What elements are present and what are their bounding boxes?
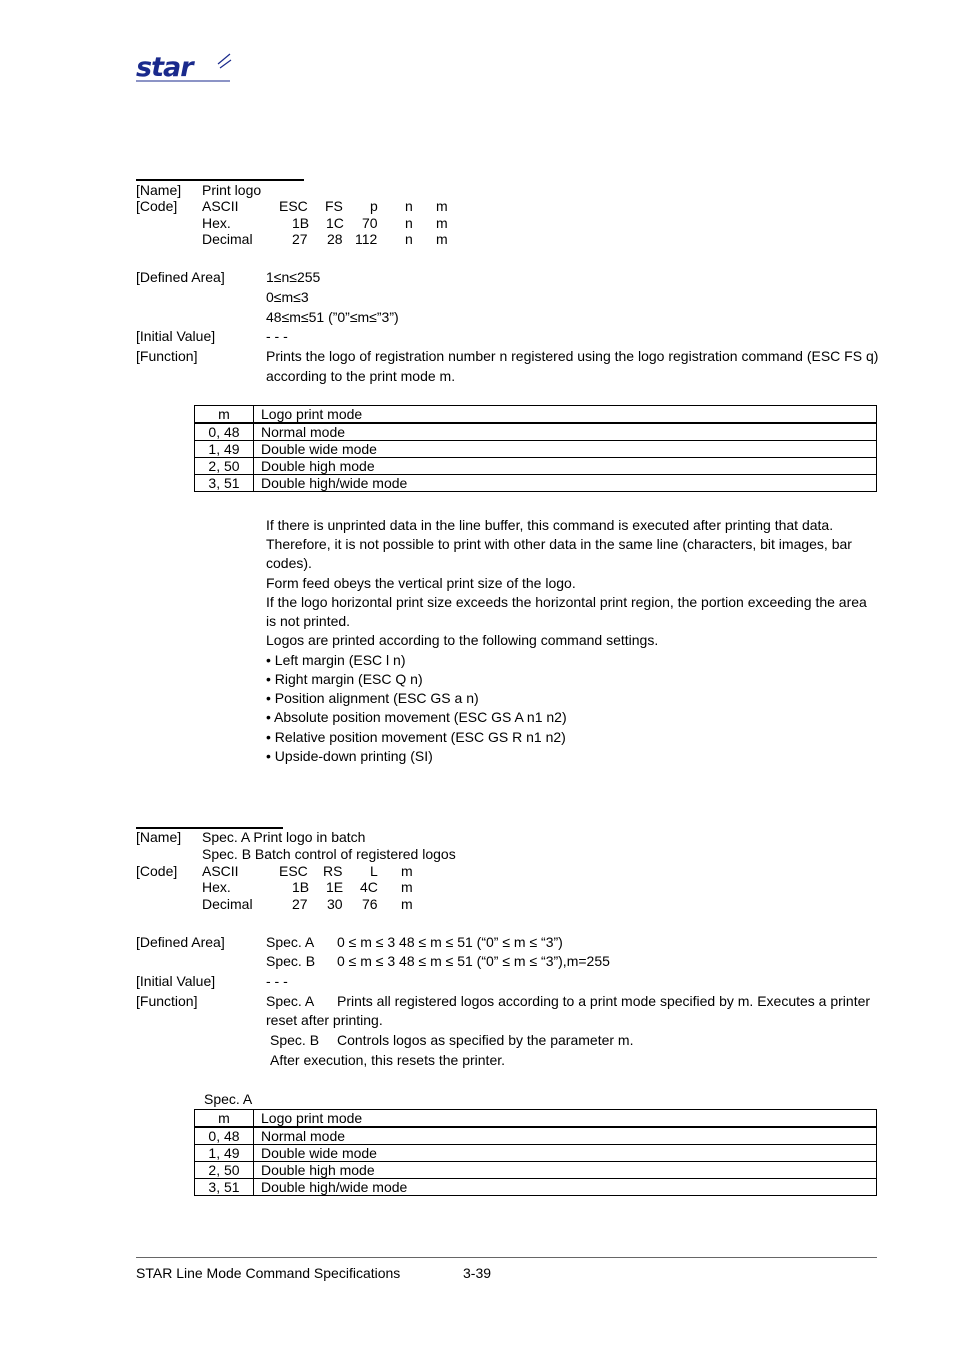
code-row-label: Hex. [202,215,231,231]
table-cell: 1, 49 [195,441,254,458]
code-label: [Code] [136,198,178,214]
note-line: Therefore, it is not possible to print with other data in the same line (characters, bit images, bar [266,536,852,552]
code-cell: 1B [292,215,310,231]
defined-area-value: 48≤m≤51 (”0”≤m≤”3”) [266,309,399,325]
code-row-label: ASCII [202,863,239,879]
code-cell: 112 [355,231,378,247]
code-cell: 76 [362,896,378,912]
code-cell: m [401,879,413,895]
table-cell: 0, 48 [195,1127,254,1145]
defined-area-label: [Defined Area] [136,934,225,950]
initial-value: - - - [266,328,288,344]
note-line: • Left margin (ESC l n) [266,652,406,668]
defined-area-value: 0≤m≤3 [266,289,309,305]
defined-area-value: 0 ≤ m ≤ 3 48 ≤ m ≤ 51 (“0” ≤ m ≤ “3”) [337,934,563,950]
code-cell: 30 [327,896,343,912]
spec-label: Spec. A [266,993,315,1009]
table-row [195,475,877,492]
table-cell: 0, 48 [195,423,254,441]
note-line: Logos are printed according to the following command settings. [266,632,659,648]
name-label: [Name] [136,182,182,198]
code-cell: FS [325,198,343,214]
table-caption: Spec. A [204,1091,253,1107]
logo-text: star [136,52,193,82]
table-cell: Double high mode [254,1162,877,1179]
note-line: • Relative position movement (ESC GS R n1 n2) [266,729,566,745]
note-line: • Position alignment (ESC GS a n) [266,690,479,706]
name-label: [Name] [136,829,182,845]
initial-value: - - - [266,973,288,989]
code-cell: 27 [292,231,308,247]
spec-label: Spec. B [266,953,316,969]
table-row [195,1127,877,1145]
code-cell: m [436,198,448,214]
code-cell: RS [323,863,343,879]
table-cell: 2, 50 [195,1162,254,1179]
code-cell: m [401,896,413,912]
page-number: 3-39 [463,1265,492,1281]
function-label: [Function] [136,348,198,364]
note-line: • Upside-down printing (SI) [266,748,433,764]
defined-area-value: 0 ≤ m ≤ 3 48 ≤ m ≤ 51 (“0” ≤ m ≤ “3”),m=255 [337,953,610,969]
code-cell: m [436,231,448,247]
function-text: Controls logos as specified by the parameter m. [337,1032,634,1048]
code-row-label: Decimal [202,896,253,912]
defined-area-label: [Defined Area] [136,269,225,285]
table-row [195,1179,877,1196]
initial-value-label: [Initial Value] [136,973,216,989]
table-header-row [195,406,877,424]
table-cell: Double high/wide mode [254,1179,877,1196]
function-label: [Function] [136,993,198,1009]
table-cell: Normal mode [254,1127,877,1145]
table-cell: Double high mode [254,458,877,475]
table-row [195,441,877,458]
section-rule [136,179,304,181]
table-cell: 3, 51 [195,1179,254,1196]
command-name: Spec. A Print logo in batch [202,829,366,845]
table-cell: 1, 49 [195,1145,254,1162]
table-cell: Double wide mode [254,1145,877,1162]
table-header-cell: m [195,1110,254,1128]
code-cell: p [370,198,378,214]
table-cell: Double high/wide mode [254,475,877,492]
code-cell: 70 [362,215,378,231]
table-header-row [195,1110,877,1128]
table-cell: Normal mode [254,423,877,441]
table-row [195,423,877,441]
function-text: reset after printing. [266,1012,383,1028]
code-cell: 4C [360,879,378,895]
function-text: Prints all registered logos according to a print mode specified by m. Executes a printer [337,993,871,1009]
spec-label: Spec. B [270,1032,320,1048]
code-cell: m [436,215,448,231]
note-line: If the logo horizontal print size exceeds the horizontal print region, the portion exceeding the area [266,594,867,610]
footer-rule [136,1257,877,1258]
function-text: After execution, this resets the printer. [270,1052,506,1068]
function-text: Prints the logo of registration number n registered using the logo registration command (ESC FS q) [266,348,879,364]
spec-label: Spec. A [266,934,315,950]
table-header-cell: Logo print mode [254,406,877,424]
note-line: is not printed. [266,613,351,629]
code-cell: m [401,863,413,879]
note-line: codes). [266,555,312,571]
table-row [195,1145,877,1162]
code-cell: n [405,198,413,214]
function-text: according to the print mode m. [266,368,456,384]
logo-print-mode-table [194,1109,877,1196]
note-line: • Right margin (ESC Q n) [266,671,423,687]
code-cell: 1C [326,215,344,231]
command-name: Spec. B Batch control of registered logos [202,846,456,862]
code-row-label: ASCII [202,198,239,214]
code-cell: 1E [326,879,344,895]
code-label: [Code] [136,863,178,879]
table-cell: 3, 51 [195,475,254,492]
table-cell: Double wide mode [254,441,877,458]
table-row [195,458,877,475]
code-cell: L [370,863,378,879]
command-name: Print logo [202,182,262,198]
code-cell: ESC [279,863,308,879]
note-line: • Absolute position movement (ESC GS A n1 n2) [266,709,567,725]
note-line: Form feed obeys the vertical print size of the logo. [266,575,576,591]
code-row-label: Hex. [202,879,231,895]
note-line: If there is unprinted data in the line buffer, this command is executed after printing that data. [266,517,834,533]
logo-print-mode-table [194,405,877,492]
initial-value-label: [Initial Value] [136,328,216,344]
code-row-label: Decimal [202,231,253,247]
code-cell: ESC [279,198,308,214]
table-row [195,1162,877,1179]
table-header-cell: Logo print mode [254,1110,877,1128]
code-cell: 27 [292,896,308,912]
star-logo [136,52,232,82]
defined-area-value: 1≤n≤255 [266,269,321,285]
code-cell: n [405,231,413,247]
table-cell: 2, 50 [195,458,254,475]
footer-title: STAR Line Mode Command Specifications [136,1265,401,1281]
code-cell: n [405,215,413,231]
table-header-cell: m [195,406,254,424]
code-cell: 1B [292,879,310,895]
code-cell: 28 [327,231,343,247]
